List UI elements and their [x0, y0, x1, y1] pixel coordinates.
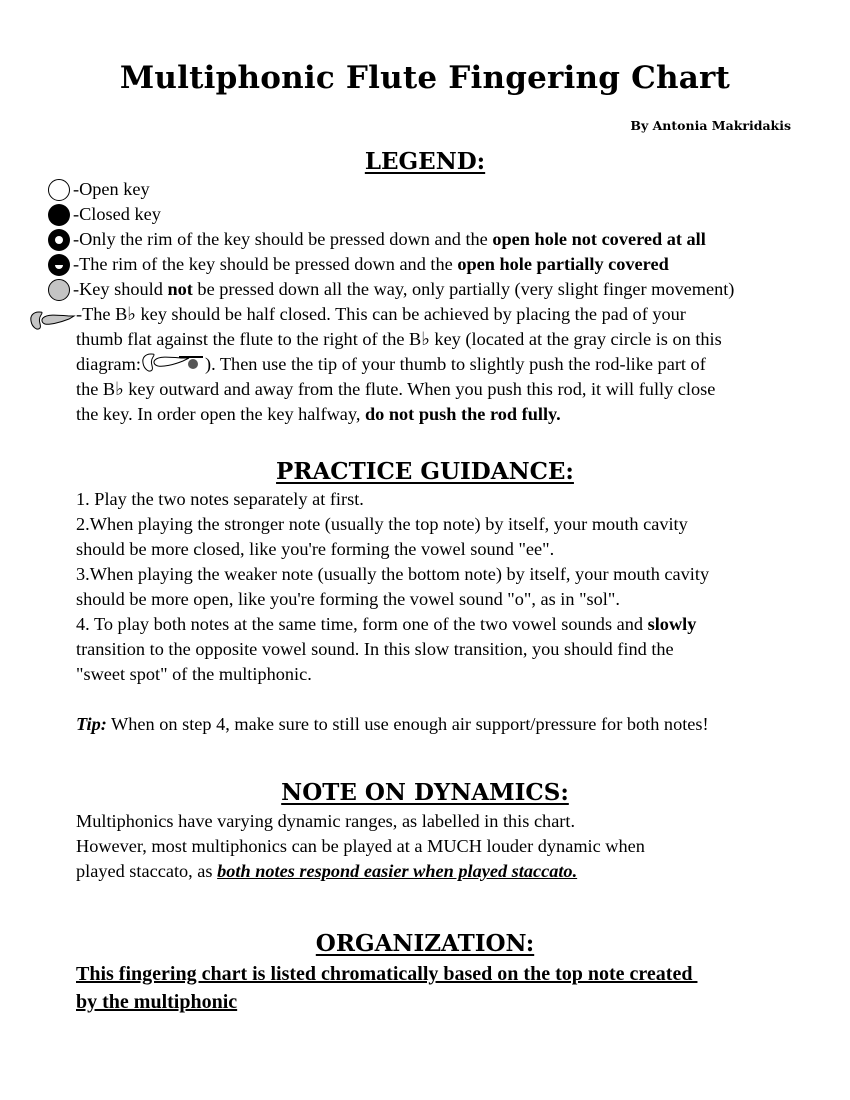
- legend-item-rim-only: [48, 227, 706, 252]
- bflat-line-3-post: ). Then use the tip of your thumb to slightly push the rod-like part of: [204, 354, 706, 374]
- organization-heading: ORGANIZATION:: [315, 930, 535, 957]
- rim-only-key-icon: [48, 229, 70, 251]
- dynamics-emphasis: both notes respond easier when played staccato.: [217, 861, 578, 881]
- practice-step-3-line-1: 3.When playing the weaker note (usually the bottom note) by itself, your mouth cavity: [76, 564, 710, 584]
- bflat-line-5: [76, 402, 816, 427]
- bflat-line-5-bold: do not push the rod fully.: [365, 404, 561, 424]
- dynamics-line-2: However, most multiphonics can be played at a MUCH louder dynamic when: [76, 836, 645, 856]
- half-pressed-key-icon: [48, 279, 70, 301]
- bflat-thumb-key-icon: [29, 309, 77, 333]
- practice-step-4-line-1: [76, 612, 816, 637]
- bflat-line-3-pre: diagram:: [76, 354, 141, 374]
- practice-step-1: 1. Play the two notes separately at first.: [76, 489, 364, 509]
- legend-item-open: [48, 177, 150, 202]
- legend-text: [73, 279, 734, 300]
- practice-step-2-line-1: 2.When playing the stronger note (usually the top note) by itself, your mouth cavity: [76, 514, 688, 534]
- legend-text: [73, 254, 669, 275]
- legend-text-plain: -Only the rim of the key should be pressed down and the: [73, 229, 493, 249]
- legend-text-bold: open hole partially covered: [457, 254, 669, 274]
- legend-item-rim-partial: [48, 252, 669, 277]
- legend-text-plain: -The rim of the key should be pressed down and the: [73, 254, 458, 274]
- bflat-line-1: -The B♭ key should be half closed. This can be achieved by placing the pad of your: [76, 304, 686, 324]
- tip-text: When on step 4, make sure to still use enough air support/pressure for both notes!: [106, 714, 709, 734]
- legend-text: [73, 229, 706, 250]
- closed-key-icon: [48, 204, 70, 226]
- legend-text-bold: open hole not covered at all: [492, 229, 706, 249]
- legend-text-plain: -Key should: [73, 279, 168, 299]
- document-title: Multiphonic Flute Fingering Chart: [119, 60, 731, 96]
- legend-text-plain: be pressed down all the way, only partially (very slight finger movement): [192, 279, 735, 299]
- dynamics-text: [76, 809, 816, 884]
- dynamics-line-3-pre: played staccato, as: [76, 861, 218, 881]
- practice-guidance-steps: [76, 487, 816, 687]
- practice-step-2-line-2: should be more closed, like you're forming the vowel sound "ee".: [76, 539, 555, 559]
- bflat-line-3: [76, 352, 816, 377]
- rim-partial-key-icon: [48, 254, 70, 276]
- dynamics-line-1: Multiphonics have varying dynamic ranges, as labelled in this chart.: [76, 811, 576, 831]
- legend-heading: LEGEND:: [364, 148, 486, 175]
- legend-item-half-pressed: [48, 277, 734, 302]
- practice-step-4-line-2: transition to the opposite vowel sound. In this slow transition, you should find the: [76, 639, 674, 659]
- legend-text: -Open key: [73, 179, 150, 199]
- practice-step-4-line-3: "sweet spot" of the multiphonic.: [76, 664, 312, 684]
- bflat-line-5-pre: the key. In order open the key halfway,: [76, 404, 365, 424]
- organization-text: [76, 960, 836, 1016]
- author-byline: By Antonia Makridakis: [630, 118, 791, 133]
- practice-tip: [76, 712, 816, 737]
- bflat-key-diagram-icon: [141, 352, 205, 374]
- legend-text: -Closed key: [73, 204, 161, 224]
- practice-step-3-line-2: should be more open, like you're forming the vowel sound "o", as in "sol".: [76, 589, 620, 609]
- practice-heading: PRACTICE GUIDANCE:: [276, 458, 574, 485]
- organization-line-2-text: by the multiphonic: [76, 991, 238, 1013]
- bflat-instructions: [76, 302, 816, 427]
- organization-line-1: This fingering chart is listed chromatically based on the top note created: [76, 963, 698, 985]
- legend-item-closed: [48, 202, 161, 227]
- legend-text-bold: not: [167, 279, 193, 299]
- organization-line-2: [76, 988, 836, 1016]
- practice-step-4-pre: 4. To play both notes at the same time, form one of the two vowel sounds and: [76, 614, 648, 634]
- bflat-line-4: the B♭ key outward and away from the flute. When you push this rod, it will fully close: [76, 379, 716, 399]
- practice-step-4-bold: slowly: [647, 614, 697, 634]
- dynamics-line-3: [76, 859, 816, 884]
- tip-label: Tip:: [76, 714, 107, 734]
- bflat-line-2: thumb flat against the flute to the right of the B♭ key (located at the gray circle is on this: [76, 329, 722, 349]
- open-key-icon: [48, 179, 70, 201]
- dynamics-heading: NOTE ON DYNAMICS:: [281, 779, 569, 806]
